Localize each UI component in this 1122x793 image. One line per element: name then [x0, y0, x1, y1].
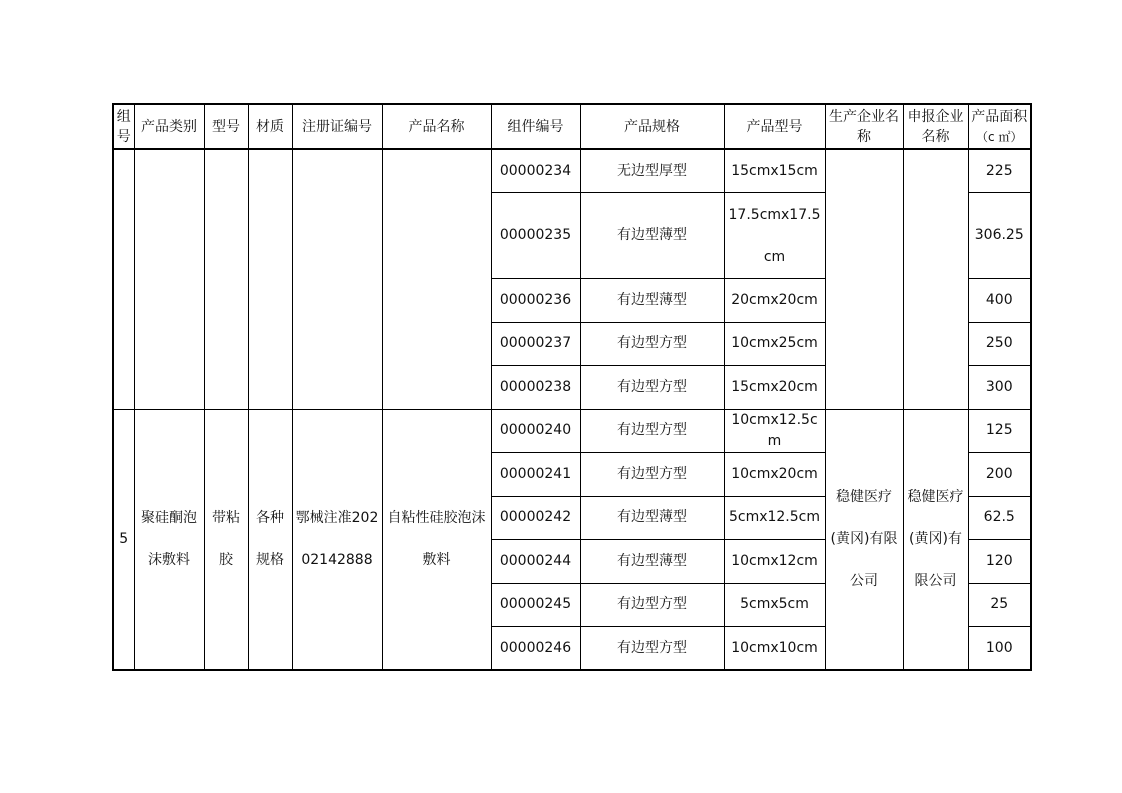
spec: 有边型方型 [580, 409, 724, 453]
area: 120 [968, 540, 1031, 584]
header-product-name: 产品名称 [382, 104, 491, 149]
component-no: 00000238 [491, 366, 580, 410]
product-model: 5cmx12.5cm [724, 496, 825, 540]
header-component-no: 组件编号 [491, 104, 580, 149]
header-model: 型号 [204, 104, 248, 149]
component-no: 00000234 [491, 149, 580, 193]
area: 100 [968, 627, 1031, 671]
group-a-model [204, 149, 248, 409]
header-manufacturer: 生产企业名称 [825, 104, 903, 149]
group-b-manufacturer: 稳健医疗(黄冈)有限公司 [825, 409, 903, 670]
group-b-model: 带粘胶 [204, 409, 248, 670]
group-a-material [248, 149, 292, 409]
spec: 有边型方型 [580, 583, 724, 627]
component-no: 00000246 [491, 627, 580, 671]
product-model: 10cmx20cm [724, 453, 825, 497]
product-table [112, 103, 1032, 671]
group-a-category [134, 149, 204, 409]
spec: 有边型方型 [580, 627, 724, 671]
spec: 有边型薄型 [580, 193, 724, 279]
header-reg-no: 注册证编号 [292, 104, 382, 149]
group-b-applicant: 稳健医疗(黄冈)有限公司 [903, 409, 968, 670]
spec: 有边型薄型 [580, 496, 724, 540]
header-area [968, 104, 1031, 149]
group-a-manufacturer [825, 149, 903, 409]
group-b-product-name: 自粘性硅胶泡沫敷料 [382, 409, 491, 670]
header-area-unit: （c ㎡） [976, 129, 1023, 144]
spec: 有边型方型 [580, 366, 724, 410]
component-no: 00000237 [491, 322, 580, 366]
area: 300 [968, 366, 1031, 410]
product-model: 10cmx12cm [724, 540, 825, 584]
area: 306.25 [968, 193, 1031, 279]
area: 225 [968, 149, 1031, 193]
group-a-product-name [382, 149, 491, 409]
header-area-label: 产品面积 [971, 108, 1028, 125]
spec: 有边型方型 [580, 322, 724, 366]
spec: 无边型厚型 [580, 149, 724, 193]
component-no: 00000244 [491, 540, 580, 584]
table-row [113, 149, 1031, 193]
header-applicant: 申报企业名称 [903, 104, 968, 149]
component-no: 00000235 [491, 193, 580, 279]
product-model: 10cmx25cm [724, 322, 825, 366]
component-no: 00000236 [491, 279, 580, 323]
product-model: 10cmx10cm [724, 627, 825, 671]
spec: 有边型方型 [580, 453, 724, 497]
area: 250 [968, 322, 1031, 366]
component-no: 00000245 [491, 583, 580, 627]
spec: 有边型薄型 [580, 540, 724, 584]
product-model: 15cmx15cm [724, 149, 825, 193]
header-row [113, 104, 1031, 149]
area: 62.5 [968, 496, 1031, 540]
table-row [113, 409, 1031, 453]
component-no: 00000240 [491, 409, 580, 453]
header-material: 材质 [248, 104, 292, 149]
product-model: 10cmx12.5cm [724, 409, 825, 453]
product-model: 20cmx20cm [724, 279, 825, 323]
header-group-no: 组号 [113, 104, 134, 149]
group-b-category: 聚硅酮泡沫敷料 [134, 409, 204, 670]
group-b-group-no: 5 [113, 409, 134, 670]
header-product-model: 产品型号 [724, 104, 825, 149]
group-a-reg-no [292, 149, 382, 409]
component-no: 00000242 [491, 496, 580, 540]
area: 25 [968, 583, 1031, 627]
area: 400 [968, 279, 1031, 323]
header-category: 产品类别 [134, 104, 204, 149]
header-spec: 产品规格 [580, 104, 724, 149]
group-b-material: 各种规格 [248, 409, 292, 670]
spec: 有边型薄型 [580, 279, 724, 323]
group-a-group-no [113, 149, 134, 409]
group-b-reg-no: 鄂械注准20202142888 [292, 409, 382, 670]
product-model: 15cmx20cm [724, 366, 825, 410]
product-model: 5cmx5cm [724, 583, 825, 627]
group-a-applicant [903, 149, 968, 409]
area: 200 [968, 453, 1031, 497]
component-no: 00000241 [491, 453, 580, 497]
area: 125 [968, 409, 1031, 453]
product-model: 17.5cmx17.5cm [724, 193, 825, 279]
